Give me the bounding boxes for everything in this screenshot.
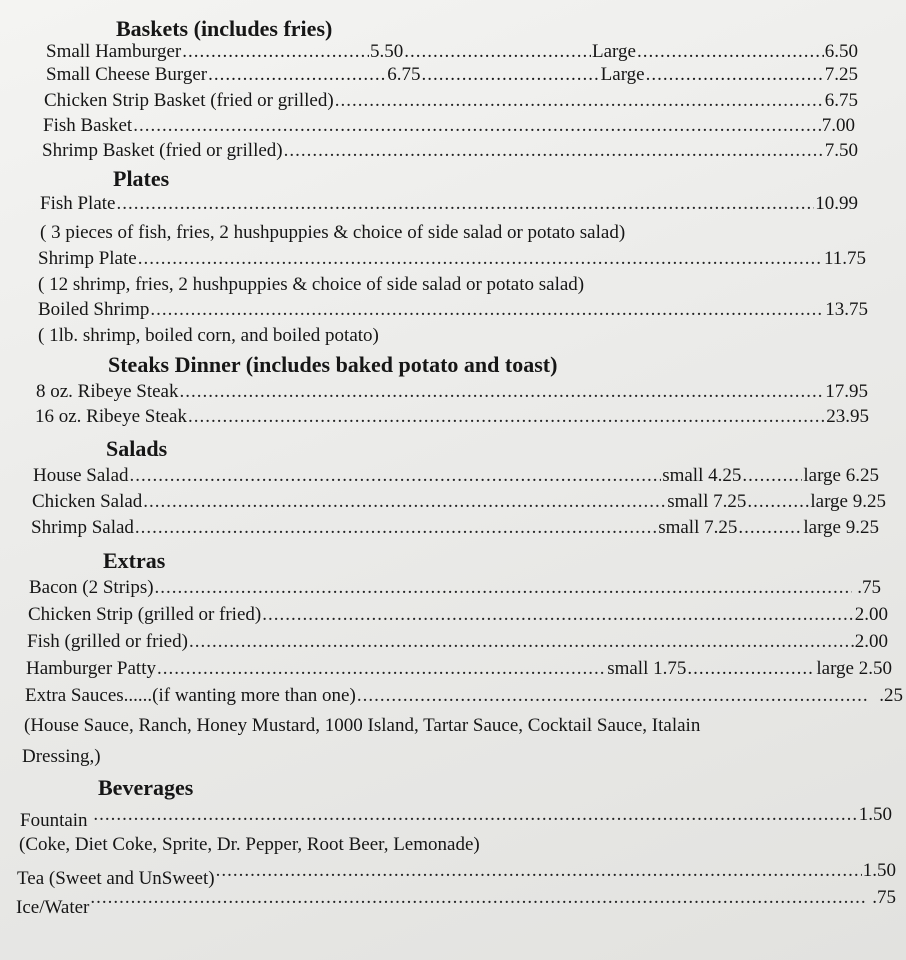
item-price: 7.00 xyxy=(821,115,855,136)
item-price: .75 xyxy=(867,887,896,908)
section-title-steaks: Steaks Dinner (includes baked potato and toast) xyxy=(108,352,558,377)
leader-dots xyxy=(138,248,823,270)
item-description: ( 12 shrimp, fries, 2 hushpuppies & choice of side salad or potato salad) xyxy=(38,274,585,295)
leader-dots xyxy=(747,491,809,513)
menu-item xyxy=(46,64,858,86)
menu-item xyxy=(38,248,866,270)
item-name: Extra Sauces......(if wanting more than one) xyxy=(25,685,356,706)
menu-item xyxy=(38,299,868,321)
leader-dots xyxy=(93,804,857,826)
leader-dots xyxy=(335,90,824,112)
leader-dots xyxy=(216,860,862,882)
item-price: 6.75 xyxy=(387,64,421,85)
menu-item xyxy=(27,631,888,653)
section-title-extras: Extras xyxy=(103,548,166,573)
small-price: small 7.25 xyxy=(667,491,747,512)
item-name: Fountain xyxy=(20,810,93,831)
leader-dots xyxy=(637,41,824,63)
item-name: Hamburger Patty xyxy=(26,658,156,679)
large-price: 6.50 xyxy=(824,41,858,62)
large-price: 7.25 xyxy=(824,64,859,85)
section-title-baskets: Baskets (includes fries) xyxy=(116,16,333,41)
item-price: 13.75 xyxy=(825,299,868,320)
item-name: Chicken Salad xyxy=(32,491,143,512)
small-price: small 1.75 xyxy=(607,658,687,679)
leader-dots xyxy=(208,64,386,86)
item-name: Shrimp Plate xyxy=(38,248,137,269)
item-name: House Salad xyxy=(33,465,129,486)
leader-dots xyxy=(742,465,802,487)
menu-item xyxy=(46,41,858,63)
item-name: Shrimp Basket (fried or grilled) xyxy=(42,140,283,161)
item-name: Boiled Shrimp xyxy=(38,299,150,320)
menu-item xyxy=(25,685,903,707)
large-price: large 9.25 xyxy=(803,517,879,538)
leader-dots xyxy=(179,381,824,403)
menu-item xyxy=(43,115,855,137)
item-price: 1.50 xyxy=(862,860,896,881)
section-title-salads: Salads xyxy=(106,436,168,461)
leader-dots xyxy=(687,658,815,680)
small-price: small 4.25 xyxy=(662,465,742,486)
leader-dots xyxy=(189,631,854,653)
leader-dots xyxy=(182,41,369,63)
item-price: 7.50 xyxy=(824,140,858,161)
item-price: 6.75 xyxy=(824,90,858,111)
item-price: 2.00 xyxy=(854,631,888,652)
leader-dots xyxy=(357,685,869,707)
menu-item xyxy=(32,491,886,513)
menu-item xyxy=(35,406,869,428)
section-title-plates: Plates xyxy=(113,166,170,191)
item-price: 2.00 xyxy=(854,604,888,625)
item-name: Ice/Water xyxy=(16,897,90,918)
leader-dots xyxy=(135,517,657,539)
leader-dots xyxy=(143,491,666,513)
menu-item xyxy=(28,604,888,626)
section-title-beverages: Beverages xyxy=(98,775,194,800)
menu-item xyxy=(33,465,879,487)
item-price: 10.99 xyxy=(815,193,858,214)
leader-dots xyxy=(157,658,606,680)
item-description: ( 3 pieces of fish, fries, 2 hushpuppies & choice of side salad or potato salad) xyxy=(40,222,626,243)
item-name: Fish Plate xyxy=(40,193,116,214)
leader-dots xyxy=(262,604,854,626)
item-name: Fish Basket xyxy=(43,115,133,136)
item-description: (Coke, Diet Coke, Sprite, Dr. Pepper, Root Beer, Lemonade) xyxy=(19,834,480,855)
leader-dots xyxy=(284,140,824,162)
leader-dots xyxy=(155,577,852,599)
item-price: 11.75 xyxy=(823,248,866,269)
large-label: Large xyxy=(600,64,645,85)
item-price: 23.95 xyxy=(826,406,869,427)
item-name: Fish (grilled or fried) xyxy=(27,631,188,652)
large-price: large 9.25 xyxy=(810,491,886,512)
leader-dots xyxy=(404,41,591,63)
item-name: Tea (Sweet and UnSweet) xyxy=(17,868,215,889)
leader-dots xyxy=(150,299,824,321)
item-name: Shrimp Salad xyxy=(31,517,134,538)
item-name: Small Cheese Burger xyxy=(46,64,208,85)
menu-item xyxy=(42,140,858,162)
menu-item xyxy=(17,860,896,889)
item-name: Chicken Strip Basket (fried or grilled) xyxy=(44,90,334,111)
leader-dots xyxy=(90,887,866,909)
menu-item xyxy=(31,517,879,539)
item-price: 5.50 xyxy=(370,41,404,62)
menu-item xyxy=(16,887,896,918)
item-price: 17.95 xyxy=(825,381,868,402)
item-name: Chicken Strip (grilled or fried) xyxy=(28,604,262,625)
item-name: 16 oz. Ribeye Steak xyxy=(35,406,187,427)
small-price: small 7.25 xyxy=(658,517,738,538)
large-price: large 6.25 xyxy=(803,465,879,486)
menu-item xyxy=(29,577,881,599)
leader-dots xyxy=(188,406,825,428)
sauce-list-continued: Dressing,) xyxy=(22,746,101,767)
leader-dots xyxy=(116,193,814,215)
menu-item xyxy=(20,804,892,831)
menu-item xyxy=(36,381,868,403)
item-price: .25 xyxy=(869,685,903,706)
item-name: Bacon (2 Strips) xyxy=(29,577,154,598)
item-description: ( 1lb. shrimp, boiled corn, and boiled potato) xyxy=(38,325,379,346)
menu-item xyxy=(44,90,858,112)
large-price: large 2.50 xyxy=(816,658,892,679)
large-label: Large xyxy=(592,41,636,62)
item-price: .75 xyxy=(852,577,881,598)
sauce-list: (House Sauce, Ranch, Honey Mustard, 1000 Island, Tartar Sauce, Cocktail Sauce, Italain xyxy=(24,715,701,736)
menu-item xyxy=(26,658,892,680)
leader-dots xyxy=(646,64,824,86)
menu-item xyxy=(40,193,858,215)
leader-dots xyxy=(738,517,802,539)
leader-dots xyxy=(422,64,600,86)
leader-dots xyxy=(133,115,821,137)
item-name: Small Hamburger xyxy=(46,41,182,62)
item-name: 8 oz. Ribeye Steak xyxy=(36,381,179,402)
item-price: 1.50 xyxy=(858,804,892,825)
leader-dots xyxy=(130,465,662,487)
